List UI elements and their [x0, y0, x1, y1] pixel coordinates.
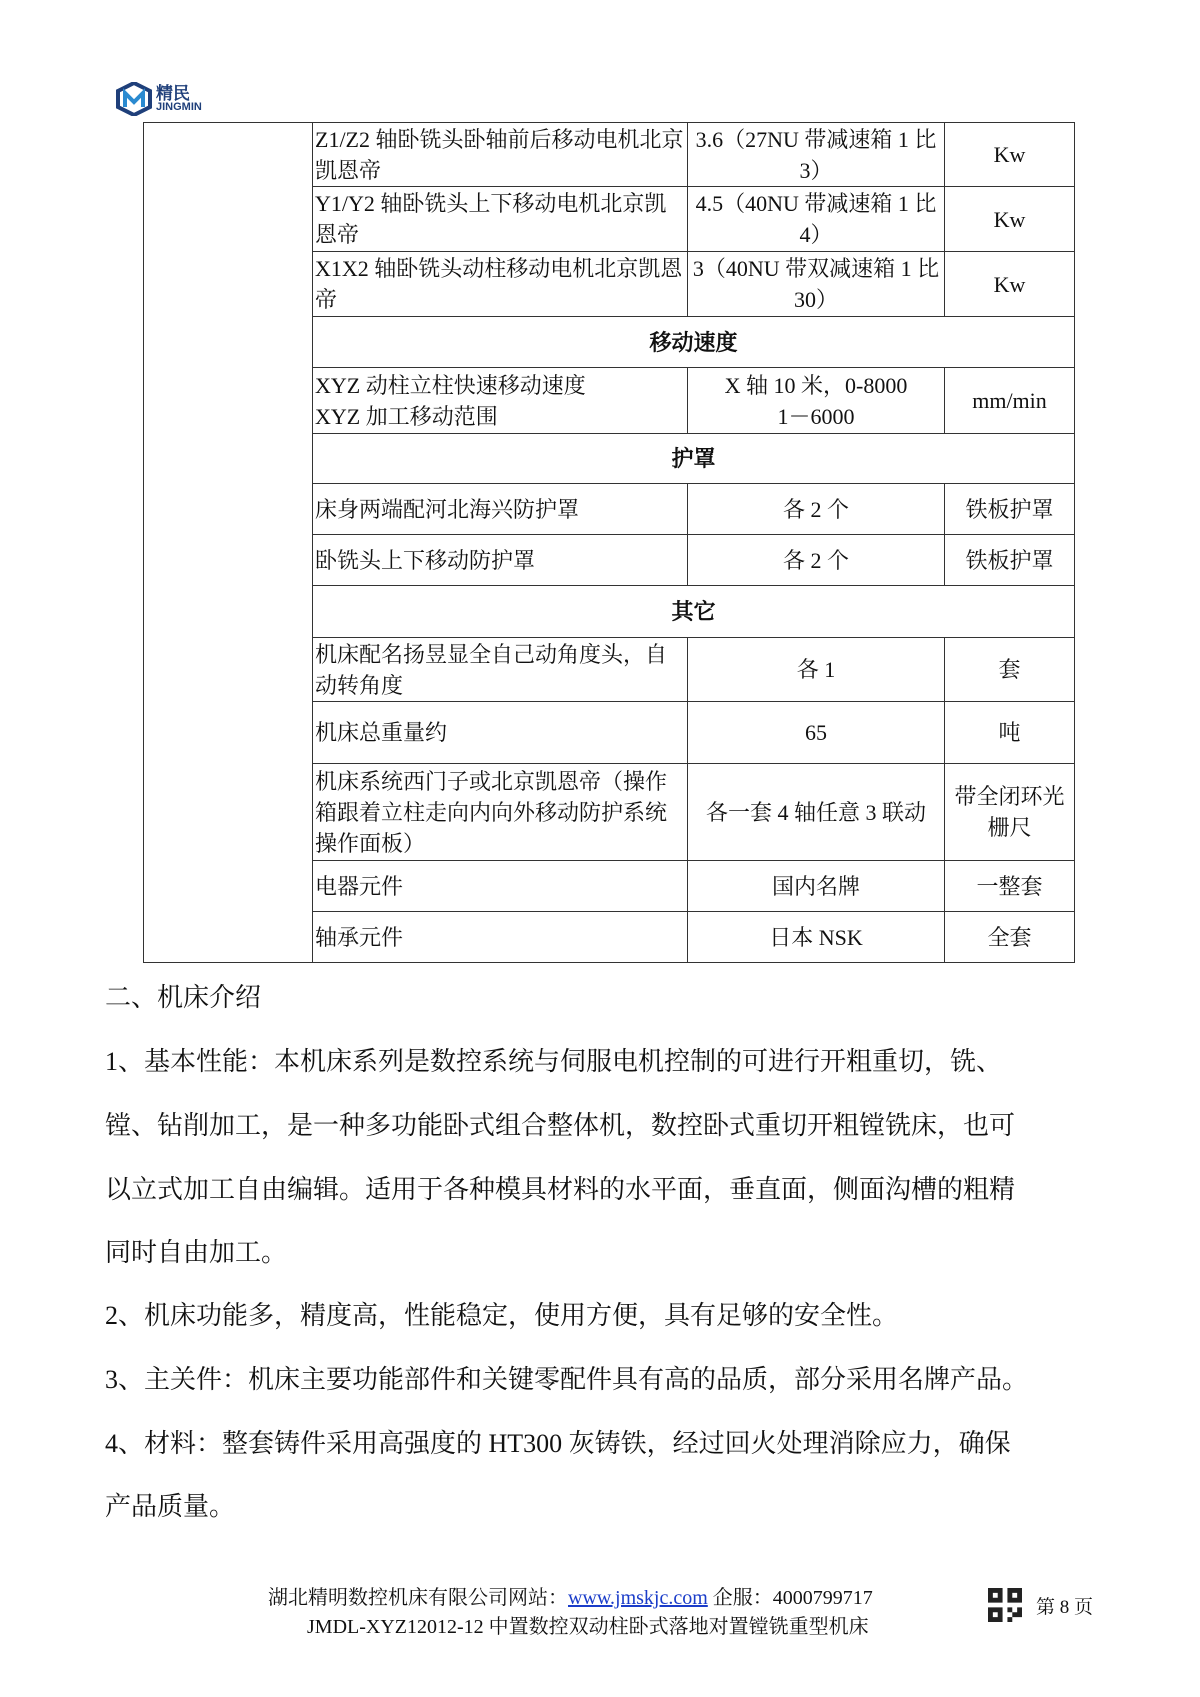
unit-cell: 套 — [945, 638, 1075, 702]
section-heading: 二、机床介绍 — [105, 983, 262, 1012]
value-cell: 65 — [688, 702, 945, 764]
item-cell: XYZ 动柱立柱快速移动速度 XYZ 加工移动范围 — [313, 368, 688, 434]
item-cell: 卧铣头上下移动防护罩 — [313, 535, 688, 586]
section-title: 护罩 — [313, 434, 1075, 484]
item-cell: 机床系统西门子或北京凯恩帝（操作箱跟着立柱走向内向外移动防护系统操作面板） — [313, 764, 688, 861]
value-cell: 日本 NSK — [688, 912, 945, 963]
item-cell: X1X2 轴卧铣头动柱移动电机北京凯恩帝 — [313, 252, 688, 317]
page-number: 第 8 页 — [1036, 1597, 1094, 1618]
item-cell: Z1/Z2 轴卧铣头卧轴前后移动电机北京凯恩帝 — [313, 123, 688, 187]
unit-cell: 铁板护罩 — [945, 484, 1075, 535]
item-cell: 电器元件 — [313, 861, 688, 912]
item-cell: 机床总重量约 — [313, 702, 688, 764]
footer-website-link[interactable]: www.jmskjc.com — [568, 1587, 708, 1609]
paragraph-line: 镗、钻削加工，是一种多功能卧式组合整体机，数控卧式重切开粗镗铣床，也可 — [105, 1111, 1016, 1140]
section-title: 其它 — [313, 586, 1075, 638]
unit-cell: 吨 — [945, 702, 1075, 764]
unit-cell: mm/min — [945, 368, 1075, 434]
value-cell: X 轴 10 米，0-8000 1－6000 — [688, 368, 945, 434]
value-cell: 3.6（27NU 带减速箱 1 比 3） — [688, 123, 945, 187]
paragraph-line: 同时自由加工。 — [105, 1238, 288, 1267]
value-cell: 各 2 个 — [688, 535, 945, 586]
table-row — [144, 123, 1075, 187]
unit-cell: 铁板护罩 — [945, 535, 1075, 586]
value-cell: 各 1 — [688, 638, 945, 702]
footer-company: 湖北精明数控机床有限公司网站： — [268, 1587, 568, 1609]
unit-cell: 一整套 — [945, 861, 1075, 912]
logo-icon — [116, 82, 152, 116]
value-cell: 国内名牌 — [688, 861, 945, 912]
unit-cell: 全套 — [945, 912, 1075, 963]
item-cell: 轴承元件 — [313, 912, 688, 963]
paragraph-line: 3、主关件：机床主要功能部件和关键零配件具有高的品质，部分采用名牌产品。 — [105, 1365, 1029, 1394]
unit-cell: 带全闭环光栅尺 — [945, 764, 1075, 861]
unit-cell: Kw — [945, 187, 1075, 252]
logo-en: JINGMIN — [156, 101, 202, 113]
paragraph-line: 产品质量。 — [105, 1492, 236, 1521]
spec-table — [143, 122, 1075, 963]
value-cell: 各一套 4 轴任意 3 联动 — [688, 764, 945, 861]
company-logo — [116, 82, 202, 116]
item-cell: Y1/Y2 轴卧铣头上下移动电机北京凯恩帝 — [313, 187, 688, 252]
paragraph-line: 以立式加工自由编辑。适用于各种模具材料的水平面，垂直面，侧面沟槽的粗精 — [105, 1175, 1016, 1204]
item-cell: 机床配名扬昱显全自己动角度头，自动转角度 — [313, 638, 688, 702]
unit-cell: Kw — [945, 252, 1075, 317]
qr-code-icon — [988, 1588, 1022, 1622]
footer-model: JMDL-XYZ12012-12 中置数控双动柱卧式落地对置镗铣重型机床 — [307, 1616, 869, 1638]
value-cell: 4.5（40NU 带减速箱 1 比 4） — [688, 187, 945, 252]
paragraph-line: 1、基本性能：本机床系列是数控系统与伺服电机控制的可进行开粗重切，铣、 — [105, 1047, 1003, 1076]
value-cell: 3（40NU 带双减速箱 1 比 30） — [688, 252, 945, 317]
footer-company-line — [268, 1581, 873, 1610]
paragraph-line: 2、机床功能多，精度高，性能稳定，使用方便，具有足够的安全性。 — [105, 1301, 899, 1330]
paragraph-line: 4、材料：整套铸件采用高强度的 HT300 灰铸铁，经过回火处理消除应力，确保 — [105, 1429, 1011, 1458]
item-cell: 床身两端配河北海兴防护罩 — [313, 484, 688, 535]
section-title: 移动速度 — [313, 317, 1075, 368]
category-cell — [144, 123, 313, 963]
footer-service: 企服：4000799717 — [707, 1587, 873, 1609]
value-cell: 各 2 个 — [688, 484, 945, 535]
logo-cn: 精民 — [156, 84, 190, 103]
unit-cell: Kw — [945, 123, 1075, 187]
